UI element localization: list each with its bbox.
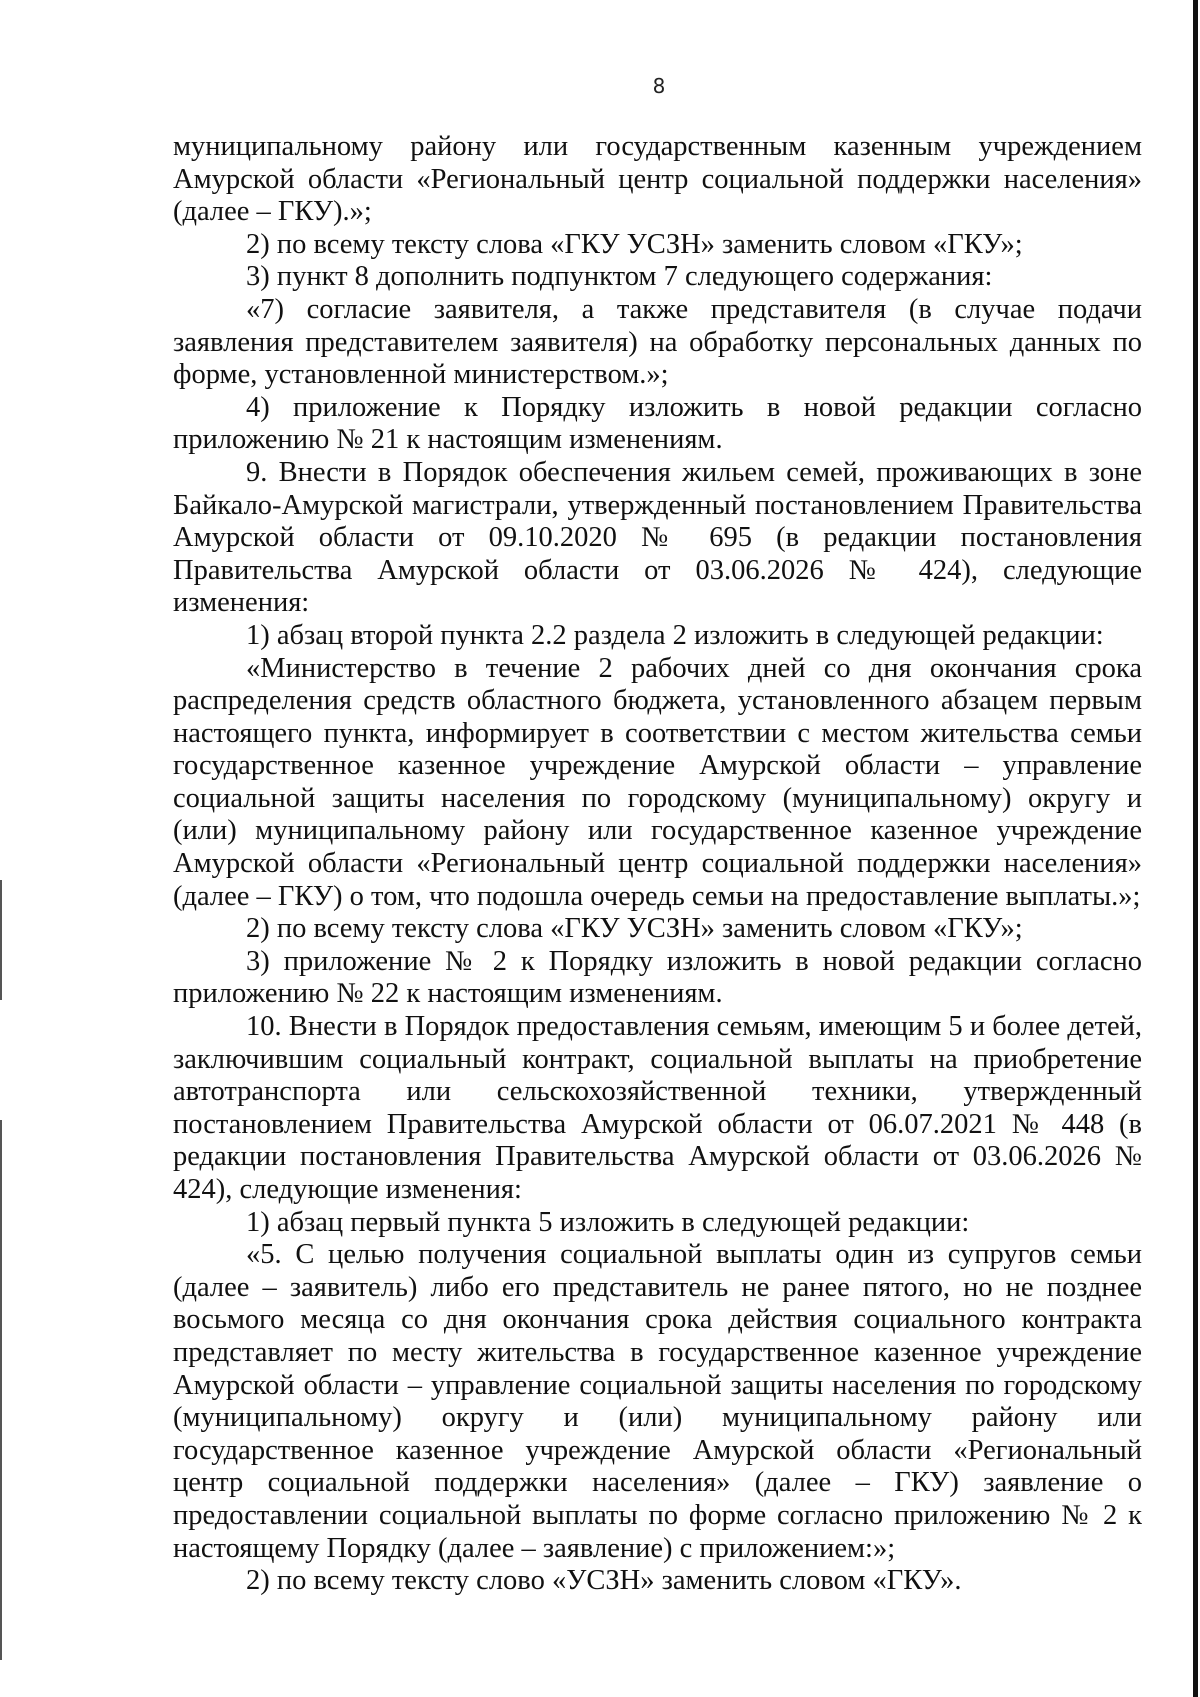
paragraph: 2) по всему тексту слова «ГКУ УСЗН» заменить словом «ГКУ»;	[246, 228, 1023, 260]
paragraph: 4) приложение к Порядку изложить в новой редакции согласно приложению № 21 к настоящим изменениям.	[173, 391, 1142, 456]
paragraph: 3) приложение № 2 к Порядку изложить в новой редакции согласно приложению № 22 к настоящим изменениям.	[173, 945, 1142, 1010]
paragraph: 1) абзац второй пункта 2.2 раздела 2 изложить в следующей редакции:	[246, 619, 1104, 651]
scan-edge-line	[1193, 0, 1198, 1697]
scan-margin-mark	[0, 1120, 2, 1660]
paragraph: муниципальному району или государственным казенным учреждением Амурской области «Региональный центр социальной поддержки населения» (далее – ГКУ).»;	[173, 131, 1142, 228]
paragraph: 9. Внести в Порядок обеспечения жильем семей, проживающих в зоне Байкало-Амурской магистрали, утвержденный постановлением Правительства Амурской области от 09.10.2020 № 695 (в редакции постановления Правительства Амурской области от 03.06.2026 № 424), следующие изменения:	[173, 456, 1142, 619]
paragraph: 10. Внести в Порядок предоставления семьям, имеющим 5 и более детей, заключившим социальный контракт, социальной выплаты на приобретение автотранспорта или сельскохозяйственной техники, утвержденный постановлением Правительства Амурской области от 06.07.2021 № 448 (в редакции постановления Правительства Амурской области от 03.06.2026 № 424), следующие изменения:	[173, 1011, 1142, 1205]
paragraph: 2) по всему тексту слова «ГКУ УСЗН» заменить словом «ГКУ»;	[246, 913, 1023, 945]
paragraph: 2) по всему тексту слово «УСЗН» заменить словом «ГКУ».	[246, 1565, 962, 1597]
paragraph: «7) согласие заявителя, а также представителя (в случае подачи заявления представителем заявителя) на обработку персональных данных по форме, установленной министерством.»;	[173, 293, 1142, 391]
paragraph: «Министерство в течение 2 рабочих дней со дня окончания срока распределения средств областного бюджета, установленного абзацем первым настоящего пункта, информирует в соответствии с местом жительства семьи государственное казенное учреждение Амурской области – управление социальной защиты населения по городскому (муниципальному) округу и (или) муниципальному району или государственное казенное учреждение Амурской области «Региональный центр социальной поддержки населения» (далее – ГКУ) о том, что подошла очередь семьи на предоставление выплаты.»;	[173, 652, 1142, 912]
page-number: 8	[652, 74, 666, 98]
paragraph: «5. С целью получения социальной выплаты один из супругов семьи (далее – заявитель) либо его представитель не ранее пятого, но не позднее восьмого месяца со дня окончания срока действия социального контракта представляет по месту жительства в государственное казенное учреждение Амурской области – управление социальной защиты населения по городскому (муниципальному) округу и (или) муниципальному району или государственное казенное учреждение Амурской области «Региональный центр социальной поддержки населения» (далее – ГКУ) заявление о предоставлении социальной выплаты по форме согласно приложению № 2 к настоящему Порядку (далее – заявление) с приложением:»;	[173, 1239, 1142, 1564]
document-body	[173, 131, 1142, 1598]
paragraph: 1) абзац первый пункта 5 изложить в следующей редакции:	[246, 1206, 970, 1238]
scan-margin-mark	[0, 880, 2, 1000]
paragraph: 3) пункт 8 дополнить подпунктом 7 следующего содержания:	[246, 261, 993, 293]
